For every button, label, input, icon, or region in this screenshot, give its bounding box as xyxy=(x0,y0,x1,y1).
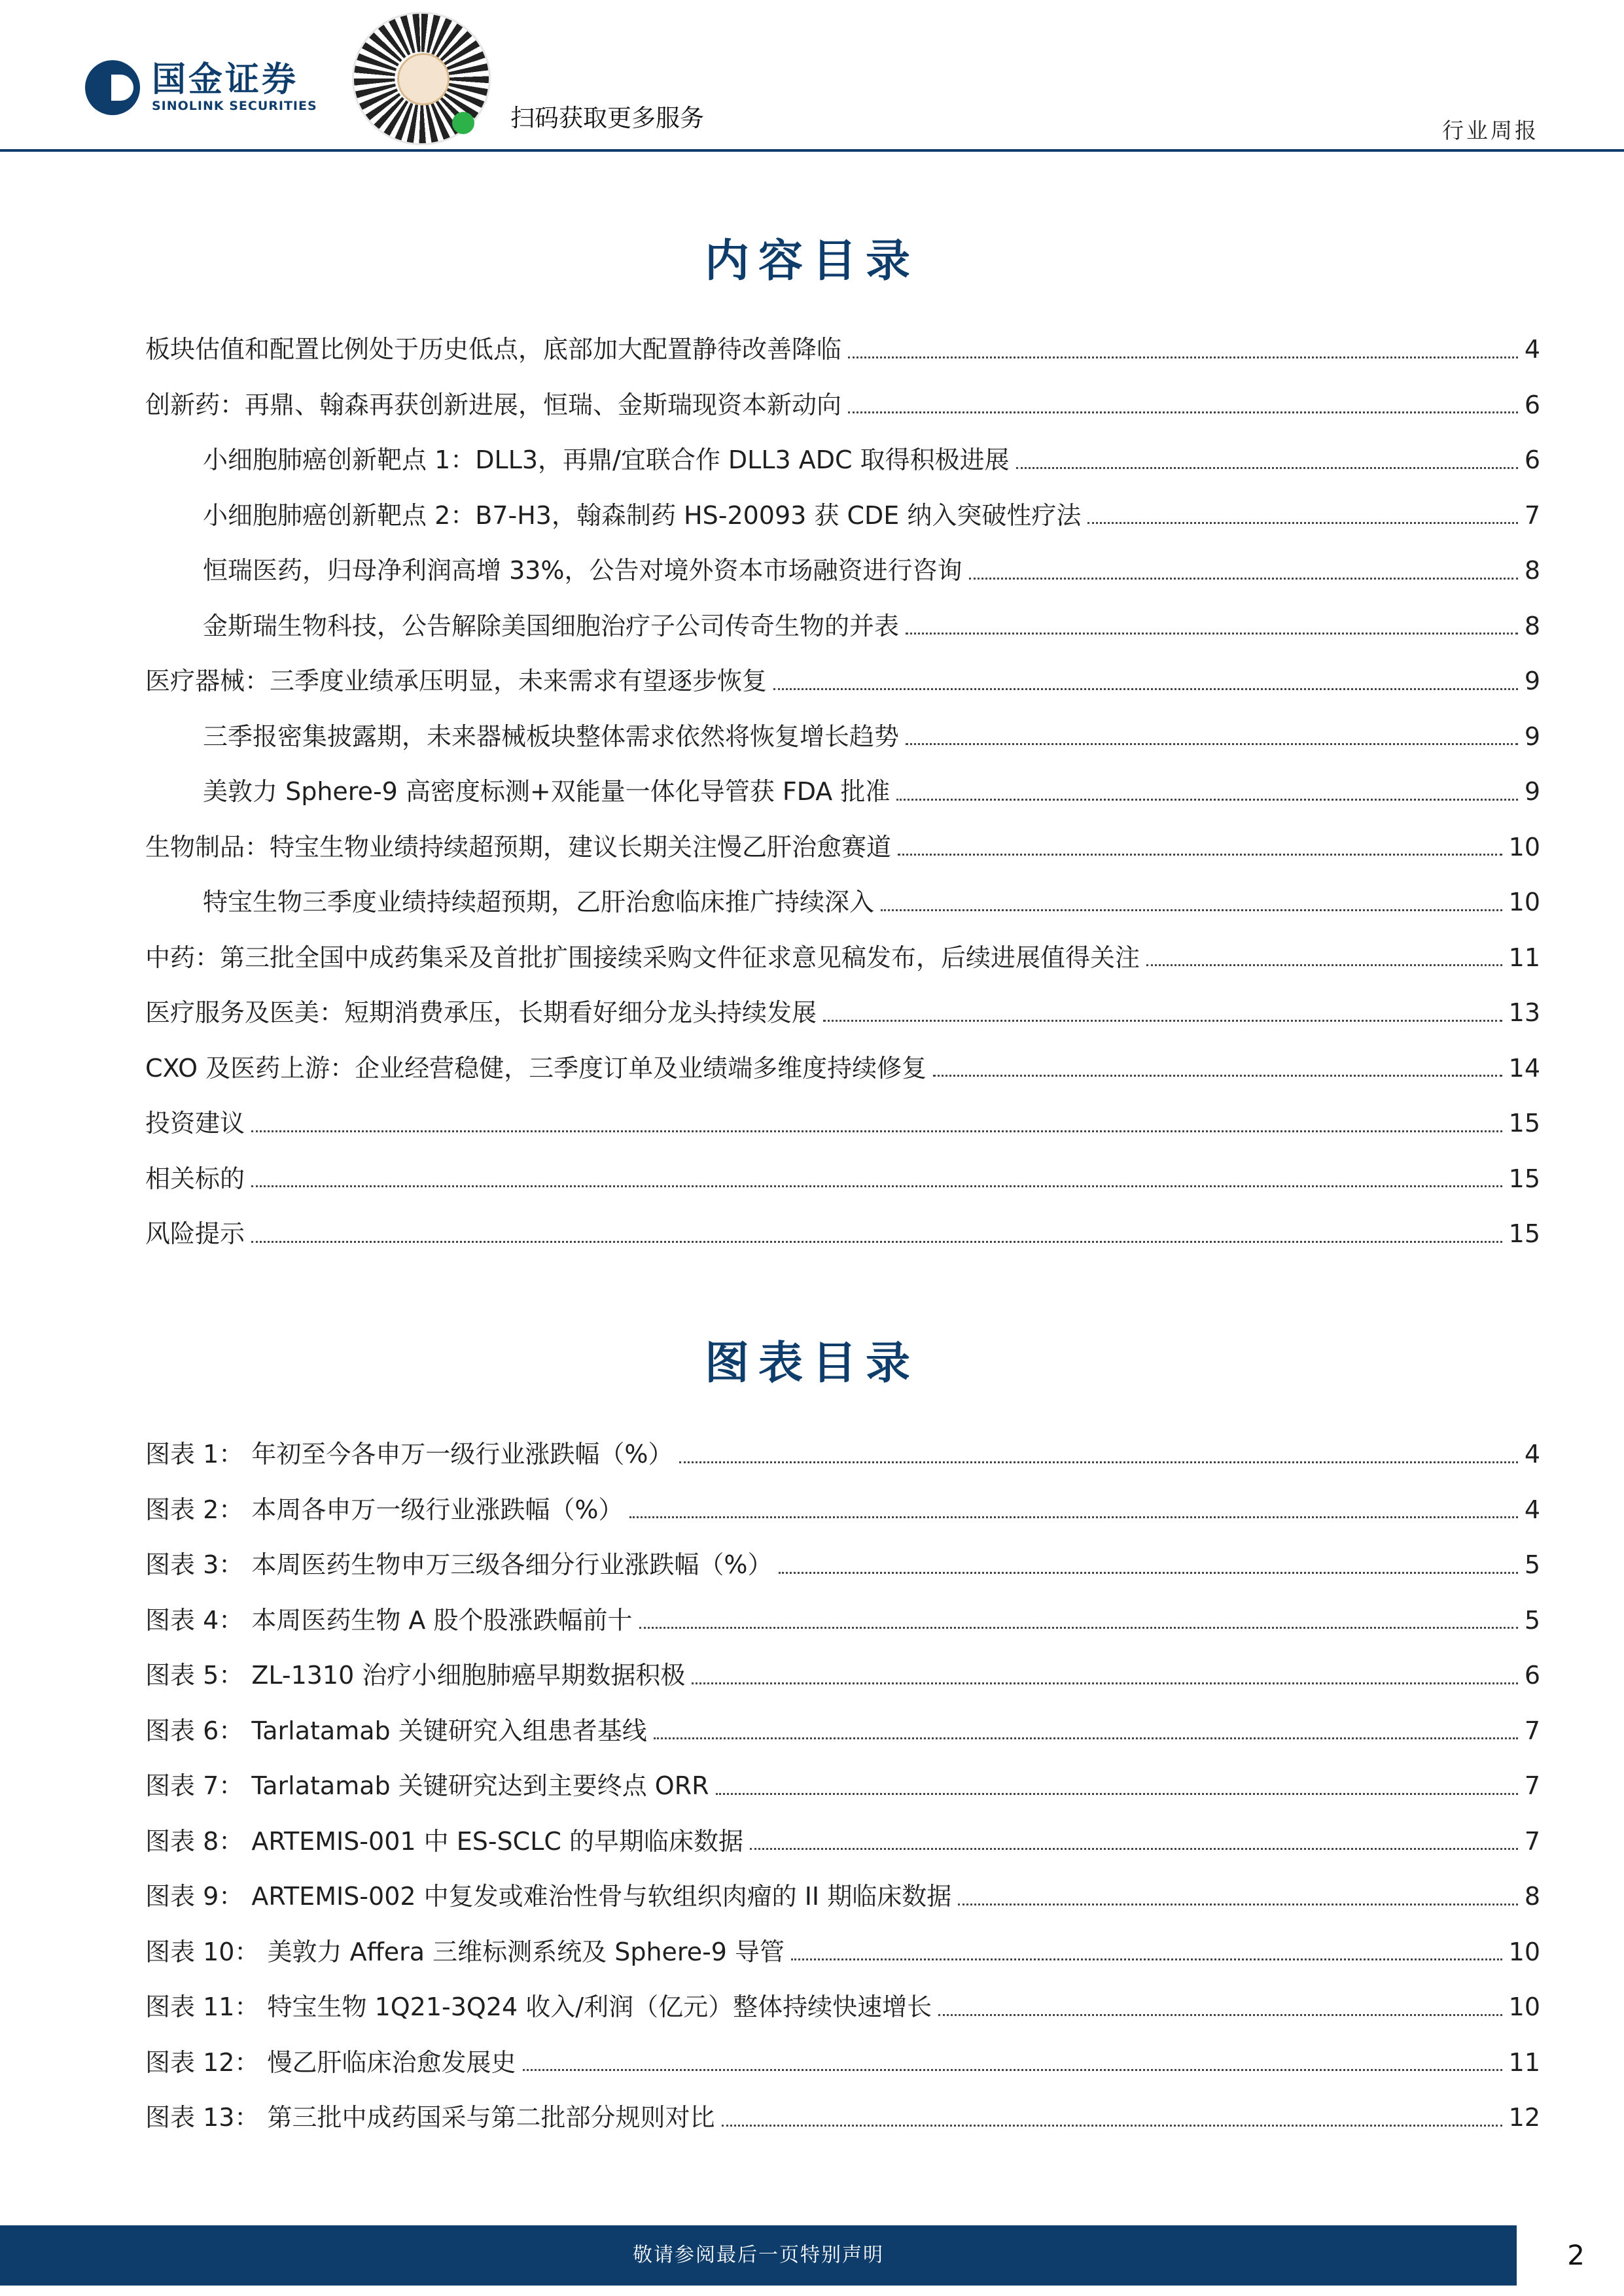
figure-entry[interactable] xyxy=(145,1482,1540,1538)
figure-entry[interactable] xyxy=(145,1814,1540,1870)
toc-entry-text: 中药：第三批全国中成药集采及首批扩围接续采购文件征求意见稿发布，后续进展值得关注 xyxy=(145,943,1140,972)
figure-entry-text: 图表 6： Tarlatamab 关键研究入组患者基线 xyxy=(145,1716,647,1745)
dot-leader xyxy=(848,357,1518,358)
toc-entry[interactable] xyxy=(145,875,1540,930)
toc-entry[interactable] xyxy=(145,1151,1540,1207)
dot-leader xyxy=(692,1682,1517,1684)
toc-entry-page-number: 11 xyxy=(1508,943,1540,972)
toc-entry-page-number: 6 xyxy=(1524,390,1540,419)
toc-entry-text: 特宝生物三季度业绩持续超预期，乙肝治愈临床推广持续深入 xyxy=(203,888,875,916)
dot-leader xyxy=(791,1958,1502,1960)
figure-entry-text: 图表 3： 本周医药生物申万三级各细分行业涨跌幅（%） xyxy=(145,1550,773,1579)
figure-entry-page-number: 7 xyxy=(1524,1826,1540,1856)
dot-leader xyxy=(629,1516,1517,1518)
toc-entry[interactable] xyxy=(145,653,1540,709)
header-divider xyxy=(0,149,1624,152)
report-type-label: 行业周报 xyxy=(1442,118,1539,143)
dot-leader xyxy=(779,1572,1517,1574)
dot-leader xyxy=(679,1461,1517,1463)
dot-leader xyxy=(906,633,1518,635)
toc-entry-page-number: 4 xyxy=(1524,335,1540,364)
dot-leader xyxy=(938,2014,1502,2016)
figure-entry[interactable] xyxy=(145,1979,1540,2035)
toc-entry[interactable] xyxy=(145,985,1540,1041)
qr-logo-icon xyxy=(397,53,450,105)
toc-entry-page-number: 6 xyxy=(1524,445,1540,474)
toc-entry[interactable] xyxy=(145,930,1540,986)
toc-entry-page-number: 15 xyxy=(1508,1164,1540,1193)
figure-entry-text: 图表 11： 特宝生物 1Q21-3Q24 收入/利润（亿元）整体持续快速增长 xyxy=(145,1992,932,2021)
toc-entry[interactable] xyxy=(145,820,1540,875)
figure-entry-text: 图表 5： ZL-1310 治疗小细胞肺癌早期数据积极 xyxy=(145,1661,686,1690)
figure-entry-page-number: 12 xyxy=(1508,2103,1540,2132)
figure-entry-page-number: 5 xyxy=(1524,1550,1540,1579)
toc-entry-text: 金斯瑞生物科技，公告解除美国细胞治疗子公司传奇生物的并表 xyxy=(203,611,900,640)
toc-entry-text: CXO 及医药上游：企业经营稳健，三季度订单及业绩端多维度持续修复 xyxy=(145,1053,927,1083)
toc-entry-text: 创新药：再鼎、翰森再获创新进展，恒瑞、金斯瑞现资本新动向 xyxy=(145,390,842,419)
toc-entry-text: 生物制品：特宝生物业绩持续超预期，建议长期关注慢乙肝治愈赛道 xyxy=(145,832,892,861)
figure-entry-page-number: 7 xyxy=(1524,1771,1540,1800)
logo-chinese-name: 国金证券 xyxy=(152,60,299,99)
toc-entry-text: 投资建议 xyxy=(145,1109,245,1138)
toc-entry-text: 恒瑞医药，归母净利润高增 33%，公告对境外资本市场融资进行咨询 xyxy=(203,556,962,585)
toc-entry-text: 相关标的 xyxy=(145,1164,245,1193)
dot-leader xyxy=(823,1020,1502,1022)
dot-leader xyxy=(1146,964,1502,966)
toc-entry-page-number: 9 xyxy=(1524,777,1540,806)
contents-list xyxy=(145,322,1540,1262)
dot-leader xyxy=(523,2069,1502,2071)
dot-leader xyxy=(898,854,1502,856)
toc-entry-page-number: 13 xyxy=(1508,998,1540,1027)
toc-entry[interactable] xyxy=(145,322,1540,377)
toc-entry-page-number: 15 xyxy=(1508,1109,1540,1138)
figure-entry-page-number: 7 xyxy=(1524,1716,1540,1745)
mini-program-icon xyxy=(452,112,474,134)
dot-leader xyxy=(896,799,1517,801)
figures-list xyxy=(145,1427,1540,2146)
dot-leader xyxy=(1016,467,1518,469)
logo-icon xyxy=(85,60,140,115)
figure-entry-text: 图表 12： 慢乙肝临床治愈发展史 xyxy=(145,2047,516,2077)
figure-entry-text: 图表 13： 第三批中成药国采与第二批部分规则对比 xyxy=(145,2103,715,2132)
toc-entry-text: 医疗器械：三季度业绩承压明显，未来需求有望逐步恢复 xyxy=(145,667,768,695)
toc-entry[interactable] xyxy=(145,432,1540,488)
toc-entry-page-number: 15 xyxy=(1508,1219,1540,1248)
dot-leader xyxy=(1087,522,1517,524)
footer-disclaimer: 敬请参阅最后一页特别声明 xyxy=(633,2244,884,2267)
figure-entry[interactable] xyxy=(145,2090,1540,2146)
dot-leader xyxy=(958,1904,1518,1905)
dot-leader xyxy=(848,411,1518,413)
figure-entry[interactable] xyxy=(145,1924,1540,1980)
toc-entry-text: 三季报密集披露期，未来器械板块整体需求依然将恢复增长趋势 xyxy=(203,722,900,751)
page-number: 2 xyxy=(1567,2239,1585,2271)
figure-entry-page-number: 10 xyxy=(1508,1937,1540,1966)
figure-entry-page-number: 4 xyxy=(1524,1495,1540,1524)
toc-entry-text: 小细胞肺癌创新靶点 2：B7-H3，翰森制药 HS-20093 获 CDE 纳入突破性疗法 xyxy=(203,500,1082,530)
figure-entry-text: 图表 1： 年初至今各申万一级行业涨跌幅（%） xyxy=(145,1440,673,1469)
toc-entry[interactable] xyxy=(145,709,1540,765)
dot-leader xyxy=(969,578,1518,580)
logo-english-name: SINOLINK SECURITIES xyxy=(152,99,317,113)
dot-leader xyxy=(933,1075,1502,1077)
figure-entry-text: 图表 10： 美敦力 Affera 三维标测系统及 Sphere-9 导管 xyxy=(145,1937,785,1966)
toc-entry-page-number: 10 xyxy=(1508,888,1540,916)
figure-entry[interactable] xyxy=(145,1593,1540,1648)
figure-entry-page-number: 6 xyxy=(1524,1661,1540,1690)
figure-entry[interactable] xyxy=(145,1648,1540,1703)
figure-entry-text: 图表 7： Tarlatamab 关键研究达到主要终点 ORR xyxy=(145,1771,709,1800)
toc-entry-page-number: 8 xyxy=(1524,556,1540,585)
company-logo xyxy=(85,60,317,115)
figure-entry-text: 图表 4： 本周医药生物 A 股个股涨跌幅前十 xyxy=(145,1605,633,1635)
figure-entry[interactable] xyxy=(145,2035,1540,2091)
page-footer xyxy=(0,2225,1624,2286)
dot-leader xyxy=(750,1848,1518,1850)
dot-leader xyxy=(654,1737,1518,1739)
toc-entry-page-number: 9 xyxy=(1524,667,1540,695)
toc-entry[interactable] xyxy=(145,764,1540,820)
toc-entry-page-number: 9 xyxy=(1524,722,1540,751)
dot-leader xyxy=(639,1627,1518,1629)
figures-title: 图表目录 xyxy=(704,1337,919,1389)
toc-entry[interactable] xyxy=(145,543,1540,599)
toc-entry[interactable] xyxy=(145,488,1540,544)
figure-entry-page-number: 10 xyxy=(1508,1992,1540,2021)
toc-entry-text: 板块估值和配置比例处于历史低点，底部加大配置静待改善降临 xyxy=(145,335,842,364)
figure-entry-text: 图表 9： ARTEMIS-002 中复发或难治性骨与软组织肉瘤的 II 期临床数据 xyxy=(145,1882,952,1911)
figure-entry-text: 图表 2： 本周各申万一级行业涨跌幅（%） xyxy=(145,1495,624,1524)
contents-title: 内容目录 xyxy=(704,235,919,287)
dot-leader xyxy=(906,743,1518,745)
dot-leader xyxy=(251,1130,1502,1132)
figure-entry[interactable] xyxy=(145,1427,1540,1482)
toc-entry[interactable] xyxy=(145,1206,1540,1262)
toc-entry[interactable] xyxy=(145,1041,1540,1096)
toc-entry-text: 医疗服务及医美：短期消费承压，长期看好细分龙头持续发展 xyxy=(145,998,817,1027)
figure-entry-page-number: 4 xyxy=(1524,1440,1540,1469)
toc-entry-page-number: 10 xyxy=(1508,832,1540,861)
toc-entry[interactable] xyxy=(145,377,1540,433)
dot-leader xyxy=(251,1241,1502,1243)
scan-caption: 扫码获取更多服务 xyxy=(510,104,704,132)
figure-entry[interactable] xyxy=(145,1758,1540,1814)
dot-leader xyxy=(722,2125,1502,2127)
toc-entry-text: 美敦力 Sphere-9 高密度标测+双能量一体化导管获 FDA 批准 xyxy=(203,777,891,806)
figure-entry-page-number: 8 xyxy=(1524,1882,1540,1911)
toc-entry-text: 小细胞肺癌创新靶点 1：DLL3，再鼎/宜联合作 DLL3 ADC 取得积极进展 xyxy=(203,445,1010,474)
toc-entry-page-number: 8 xyxy=(1524,611,1540,640)
toc-entry-page-number: 7 xyxy=(1524,500,1540,530)
figure-entry-page-number: 5 xyxy=(1524,1605,1540,1635)
dot-leader xyxy=(716,1793,1518,1795)
figure-entry-text: 图表 8： ARTEMIS-001 中 ES-SCLC 的早期临床数据 xyxy=(145,1826,743,1856)
toc-entry-text: 风险提示 xyxy=(145,1219,245,1248)
dot-leader xyxy=(773,688,1518,690)
toc-entry[interactable] xyxy=(145,1096,1540,1151)
figure-entry[interactable] xyxy=(145,1703,1540,1759)
figure-entry[interactable] xyxy=(145,1537,1540,1593)
qr-code-icon[interactable] xyxy=(352,12,491,145)
figure-entry-page-number: 11 xyxy=(1508,2047,1540,2077)
toc-entry-page-number: 14 xyxy=(1508,1053,1540,1083)
figure-entry[interactable] xyxy=(145,1869,1540,1924)
dot-leader xyxy=(251,1185,1502,1187)
dot-leader xyxy=(881,909,1502,911)
toc-entry[interactable] xyxy=(145,599,1540,654)
page-header xyxy=(0,0,1624,152)
